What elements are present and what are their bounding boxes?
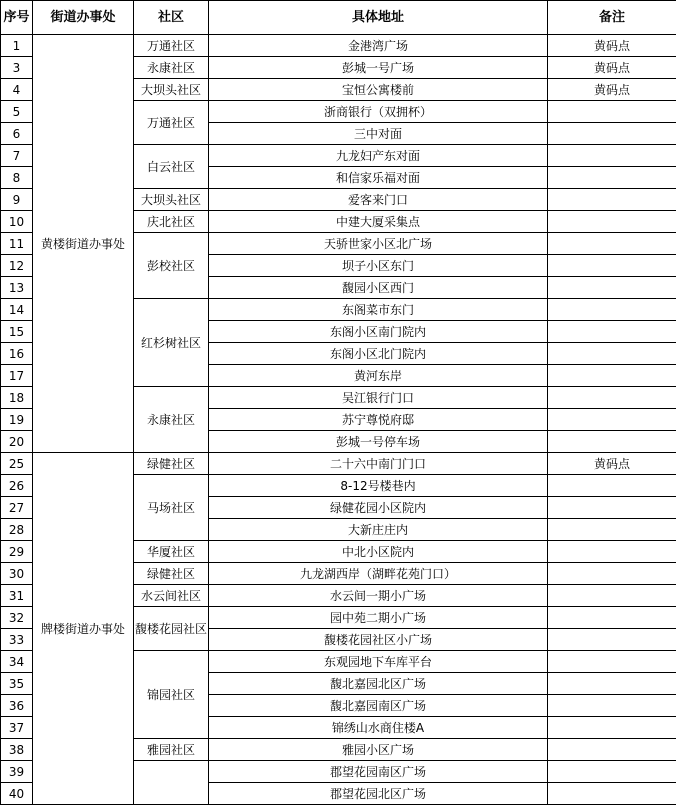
row-no: 6 bbox=[1, 123, 33, 145]
address-cell: 彭城一号广场 bbox=[209, 57, 548, 79]
note-cell bbox=[548, 233, 676, 255]
note-cell bbox=[548, 189, 676, 211]
note-cell bbox=[548, 211, 676, 233]
row-no: 16 bbox=[1, 343, 33, 365]
address-cell: 和信家乐福对面 bbox=[209, 167, 548, 189]
address-cell: 九龙湖西岸（湖畔花苑门口） bbox=[209, 563, 548, 585]
address-cell: 8-12号楼巷内 bbox=[209, 475, 548, 497]
address-cell: 天骄世家小区北广场 bbox=[209, 233, 548, 255]
community-cell: 馥楼花园社区 bbox=[134, 607, 209, 651]
address-cell: 二十六中南门门口 bbox=[209, 453, 548, 475]
note-cell bbox=[548, 277, 676, 299]
address-cell: 锦绣山水商住楼A bbox=[209, 717, 548, 739]
community-cell: 白云社区 bbox=[134, 145, 209, 189]
community-cell: 水云间社区 bbox=[134, 585, 209, 607]
address-cell: 馥北嘉园北区广场 bbox=[209, 673, 548, 695]
note-cell bbox=[548, 145, 676, 167]
row-no: 27 bbox=[1, 497, 33, 519]
address-cell: 宝恒公寓楼前 bbox=[209, 79, 548, 101]
row-no: 28 bbox=[1, 519, 33, 541]
address-cell: 三中对面 bbox=[209, 123, 548, 145]
address-cell: 黄河东岸 bbox=[209, 365, 548, 387]
address-cell: 绿健花园小区院内 bbox=[209, 497, 548, 519]
address-cell: 吴江银行门口 bbox=[209, 387, 548, 409]
row-no: 9 bbox=[1, 189, 33, 211]
note-cell bbox=[548, 717, 676, 739]
address-cell: 园中苑二期小广场 bbox=[209, 607, 548, 629]
address-cell: 彭城一号停车场 bbox=[209, 431, 548, 453]
note-cell: 黄码点 bbox=[548, 79, 676, 101]
address-cell: 馥楼花园社区小广场 bbox=[209, 629, 548, 651]
street-cell: 黄楼街道办事处 bbox=[33, 35, 134, 453]
note-cell bbox=[548, 321, 676, 343]
note-cell bbox=[548, 673, 676, 695]
row-no: 39 bbox=[1, 761, 33, 783]
community-cell: 万通社区 bbox=[134, 101, 209, 145]
row-no: 18 bbox=[1, 387, 33, 409]
note-cell bbox=[548, 255, 676, 277]
community-cell bbox=[134, 761, 209, 805]
row-no: 38 bbox=[1, 739, 33, 761]
note-cell bbox=[548, 651, 676, 673]
note-cell bbox=[548, 123, 676, 145]
note-cell: 黄码点 bbox=[548, 57, 676, 79]
row-no: 31 bbox=[1, 585, 33, 607]
header-community: 社区 bbox=[134, 1, 209, 35]
header-note: 备注 bbox=[548, 1, 676, 35]
row-no: 33 bbox=[1, 629, 33, 651]
address-cell: 馥园小区西门 bbox=[209, 277, 548, 299]
note-cell bbox=[548, 167, 676, 189]
row-no: 11 bbox=[1, 233, 33, 255]
note-cell bbox=[548, 365, 676, 387]
note-cell bbox=[548, 299, 676, 321]
note-cell bbox=[548, 101, 676, 123]
row-no: 5 bbox=[1, 101, 33, 123]
address-cell: 爱客来门口 bbox=[209, 189, 548, 211]
row-no: 14 bbox=[1, 299, 33, 321]
note-cell: 黄码点 bbox=[548, 453, 676, 475]
note-cell bbox=[548, 519, 676, 541]
row-no: 29 bbox=[1, 541, 33, 563]
note-cell bbox=[548, 585, 676, 607]
community-cell: 永康社区 bbox=[134, 57, 209, 79]
note-cell: 黄码点 bbox=[548, 35, 676, 57]
community-cell: 永康社区 bbox=[134, 387, 209, 453]
address-cell: 中建大厦采集点 bbox=[209, 211, 548, 233]
community-cell: 彭校社区 bbox=[134, 233, 209, 299]
address-cell: 坝子小区东门 bbox=[209, 255, 548, 277]
row-no: 13 bbox=[1, 277, 33, 299]
row-no: 3 bbox=[1, 57, 33, 79]
address-cell: 九龙妇产东对面 bbox=[209, 145, 548, 167]
community-cell: 大坝头社区 bbox=[134, 79, 209, 101]
header-street: 街道办事处 bbox=[33, 1, 134, 35]
note-cell bbox=[548, 739, 676, 761]
address-cell: 郡望花园北区广场 bbox=[209, 783, 548, 805]
address-cell: 东阁小区南门院内 bbox=[209, 321, 548, 343]
row-no: 4 bbox=[1, 79, 33, 101]
community-cell: 华厦社区 bbox=[134, 541, 209, 563]
community-cell: 万通社区 bbox=[134, 35, 209, 57]
note-cell bbox=[548, 343, 676, 365]
row-no: 40 bbox=[1, 783, 33, 805]
header-row bbox=[1, 1, 676, 35]
address-cell: 水云间一期小广场 bbox=[209, 585, 548, 607]
note-cell bbox=[548, 607, 676, 629]
community-cell: 庆北社区 bbox=[134, 211, 209, 233]
row-no: 17 bbox=[1, 365, 33, 387]
row-no: 35 bbox=[1, 673, 33, 695]
note-cell bbox=[548, 431, 676, 453]
community-cell: 雅园社区 bbox=[134, 739, 209, 761]
row-no: 15 bbox=[1, 321, 33, 343]
header-no: 序号 bbox=[1, 1, 33, 35]
address-cell: 东阁小区北门院内 bbox=[209, 343, 548, 365]
row-no: 26 bbox=[1, 475, 33, 497]
note-cell bbox=[548, 695, 676, 717]
community-cell: 锦园社区 bbox=[134, 651, 209, 739]
note-cell bbox=[548, 783, 676, 805]
note-cell bbox=[548, 475, 676, 497]
row-no: 8 bbox=[1, 167, 33, 189]
community-cell: 红杉树社区 bbox=[134, 299, 209, 387]
community-cell: 大坝头社区 bbox=[134, 189, 209, 211]
address-cell: 金港湾广场 bbox=[209, 35, 548, 57]
address-cell: 大新庄庄内 bbox=[209, 519, 548, 541]
row-no: 36 bbox=[1, 695, 33, 717]
table-row bbox=[1, 35, 676, 57]
row-no: 19 bbox=[1, 409, 33, 431]
row-no: 20 bbox=[1, 431, 33, 453]
street-cell: 牌楼街道办事处 bbox=[33, 453, 134, 805]
header-address: 具体地址 bbox=[209, 1, 548, 35]
row-no: 32 bbox=[1, 607, 33, 629]
address-cell: 苏宁尊悦府邸 bbox=[209, 409, 548, 431]
note-cell bbox=[548, 629, 676, 651]
community-cell: 绿健社区 bbox=[134, 453, 209, 475]
community-cell: 马场社区 bbox=[134, 475, 209, 541]
row-no: 10 bbox=[1, 211, 33, 233]
note-cell bbox=[548, 761, 676, 783]
note-cell bbox=[548, 497, 676, 519]
note-cell bbox=[548, 387, 676, 409]
row-no: 25 bbox=[1, 453, 33, 475]
note-cell bbox=[548, 409, 676, 431]
row-no: 1 bbox=[1, 35, 33, 57]
row-no: 37 bbox=[1, 717, 33, 739]
address-cell: 雅园小区广场 bbox=[209, 739, 548, 761]
row-no: 7 bbox=[1, 145, 33, 167]
address-cell: 馥北嘉园南区广场 bbox=[209, 695, 548, 717]
table-row bbox=[1, 453, 676, 475]
note-cell bbox=[548, 541, 676, 563]
address-cell: 东观园地下车库平台 bbox=[209, 651, 548, 673]
address-cell: 中北小区院内 bbox=[209, 541, 548, 563]
row-no: 12 bbox=[1, 255, 33, 277]
row-no: 30 bbox=[1, 563, 33, 585]
address-cell: 郡望花园南区广场 bbox=[209, 761, 548, 783]
row-no: 34 bbox=[1, 651, 33, 673]
address-cell: 浙商银行（双拥杯） bbox=[209, 101, 548, 123]
community-cell: 绿健社区 bbox=[134, 563, 209, 585]
note-cell bbox=[548, 563, 676, 585]
address-cell: 东阁菜市东门 bbox=[209, 299, 548, 321]
